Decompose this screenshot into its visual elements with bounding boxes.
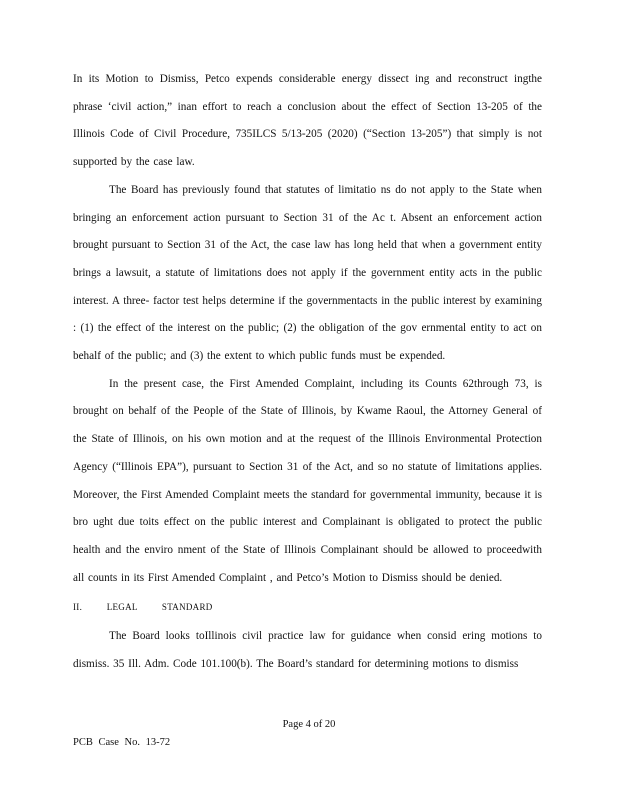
paragraph-motion-to-dismiss: In its Motion to Dismiss, Petco expends considerable energy dissect ing and reconstruct ingthe phrase ‘civil action,” inan effort to reach a conclusion about the effect of Section 13-205 of the Illinois Code of Civil Procedure, 735ILCS 5/13-205 (2020) (“Section 13-205”) that simply is not supported by the case law. <box>73 73 542 169</box>
page-number: Page 4 of 20 <box>282 719 336 730</box>
document-body <box>73 66 542 679</box>
section-heading-legal-standard: II. LEGAL STANDARD <box>73 602 213 613</box>
paragraph-present-case: In the present case, the First Amended Complaint, including its Counts 62through 73, is brought on behalf of the People of the State of Illinois, by Kwame Raoul, the Attorney General of the State of Illinois, on his own motion and at the request of the Illinois Environmental Protection Agency (“Illinois EPA”), pursuant to Section 31 of the Act, and so no statute of limitations applies. Moreover, the First Amended Complaint meets the standard for governmental immunity, because it is bro ught due toits effect on the public interest and Complainant is obligated to protect the public health and the enviro nment of the State of Illinois Complainant should be allowed to proceedwith all counts in its First Amended Complaint , and Petco’s Motion to Dismiss should be denied. <box>73 377 542 584</box>
paragraph-board-findings: The Board has previously found that statutes of limitatio ns do not apply to the State when bringing an enforcement action pursuant to Section 31 of the Ac t. Absent an enforcement action brought pursuant to Section 31 of the Act, the case law has long held that when a government entity brings a lawsuit, a statute of limitations does not apply if the government entity acts in the public interest. A three- factor test helps determine if the governmentacts in the public interest by examining : (1) the effect of the interest on the public; (2) the obligation of the gov ernmental entity to act on behalf of the public; and (3) the extent to which public funds must be expended. <box>73 183 542 363</box>
case-number: PCB Case No. 13-72 <box>73 737 171 748</box>
paragraph-legal-standard: The Board looks toIllinois civil practice law for guidance when consid ering motions to dismiss. 35 Ill. Adm. Code 101.100(b). The Board’s standard for determining motions to dismiss <box>73 630 542 671</box>
